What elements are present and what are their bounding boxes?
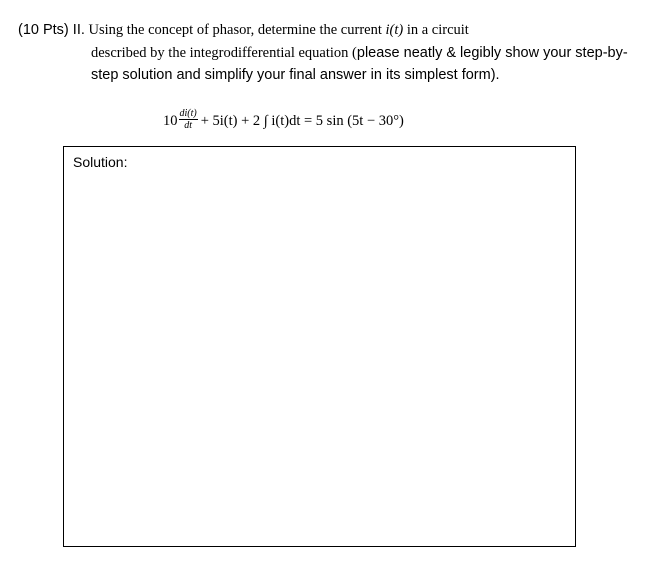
question-instruction-b: step solution and simplify your final answer in its simplest form). [91,67,500,83]
solution-answer-box[interactable] [63,146,576,547]
solution-label: Solution: [73,154,128,170]
question-text-a: Using the concept of phasor, determine the current [88,22,386,38]
equation-remainder: + 5i(t) + 2 ∫ i(t)dt = 5 sin (5t − 30°) [200,112,404,129]
points-label: (10 Pts) II. [18,22,85,38]
equation-coefficient: 10 [163,112,178,129]
current-variable: i(t) [385,22,404,38]
derivative-fraction [179,108,198,131]
question-instruction-a: please neatly & legibly show your step-by- [356,45,628,61]
question-line-3 [91,65,500,85]
fraction-numerator: di(t) [179,107,197,119]
question-line-2 [91,43,628,63]
fraction-denominator: dt [184,119,192,131]
question-text-b: in a circuit [403,22,469,38]
question-text-serif: described by the integrodifferential equation ( [91,45,357,61]
question-line-1 [18,20,469,40]
integrodifferential-equation [163,106,404,136]
